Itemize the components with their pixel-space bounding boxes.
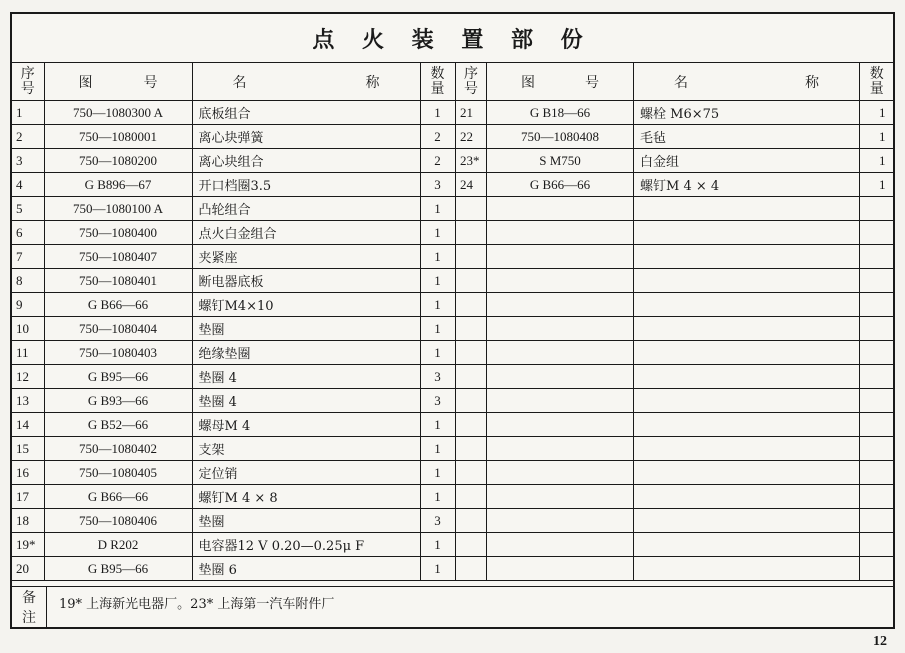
table-row — [12, 293, 455, 317]
row-number: 8 — [12, 269, 44, 293]
quantity: 3 — [420, 365, 455, 389]
table-row — [456, 149, 894, 173]
row-number: 13 — [12, 389, 44, 413]
drawing-number — [487, 269, 634, 293]
quantity — [860, 437, 894, 461]
quantity — [860, 509, 894, 533]
quantity: 1 — [420, 461, 455, 485]
row-number: 2 — [12, 125, 44, 149]
table-row — [12, 365, 455, 389]
part-name — [634, 557, 860, 581]
part-name — [634, 413, 860, 437]
row-number: 3 — [12, 149, 44, 173]
part-name: 开口档圈3.5 — [192, 173, 420, 197]
table-row — [456, 365, 894, 389]
quantity: 1 — [860, 101, 894, 125]
quantity: 3 — [420, 389, 455, 413]
table-row — [456, 269, 894, 293]
title-row — [12, 14, 893, 63]
part-name — [634, 317, 860, 341]
drawing-number: D R202 — [44, 533, 192, 557]
part-name: 定位销 — [192, 461, 420, 485]
drawing-number: 750—1080403 — [44, 341, 192, 365]
header-no: 序 号 — [456, 63, 487, 101]
row-number — [456, 293, 487, 317]
drawing-number: G B95—66 — [44, 557, 192, 581]
part-name: 夹紧座 — [192, 245, 420, 269]
table-row — [456, 413, 894, 437]
table-row — [12, 125, 455, 149]
part-name: 断电器底板 — [192, 269, 420, 293]
drawing-number — [487, 461, 634, 485]
row-number — [456, 317, 487, 341]
table-row — [456, 509, 894, 533]
row-number: 17 — [12, 485, 44, 509]
quantity: 2 — [420, 125, 455, 149]
row-number: 6 — [12, 221, 44, 245]
part-name: 垫圈 4 — [192, 389, 420, 413]
drawing-number: G B52—66 — [44, 413, 192, 437]
table-row — [12, 413, 455, 437]
table-row — [456, 557, 894, 581]
drawing-number: 750—1080407 — [44, 245, 192, 269]
table-row — [12, 389, 455, 413]
row-number: 15 — [12, 437, 44, 461]
part-name: 点火白金组合 — [192, 221, 420, 245]
part-name — [634, 509, 860, 533]
table-row — [456, 317, 894, 341]
quantity: 1 — [420, 221, 455, 245]
row-number: 20 — [12, 557, 44, 581]
quantity: 3 — [420, 173, 455, 197]
part-name — [634, 341, 860, 365]
part-name — [634, 197, 860, 221]
row-number: 18 — [12, 509, 44, 533]
header-qty: 数 量 — [420, 63, 455, 101]
row-number: 10 — [12, 317, 44, 341]
parts-table-left — [12, 62, 456, 581]
table-row — [12, 101, 455, 125]
drawing-number: G B66—66 — [487, 173, 634, 197]
page-title: 点 火 装 置 部 份 — [312, 27, 593, 53]
drawing-number: 750—1080402 — [44, 437, 192, 461]
quantity — [860, 221, 894, 245]
row-number — [456, 245, 487, 269]
part-name — [634, 221, 860, 245]
part-name: 凸轮组合 — [192, 197, 420, 221]
part-name — [634, 485, 860, 509]
row-number: 5 — [12, 197, 44, 221]
drawing-number — [487, 293, 634, 317]
row-number — [456, 389, 487, 413]
quantity: 2 — [420, 149, 455, 173]
drawing-number — [487, 413, 634, 437]
row-number: 9 — [12, 293, 44, 317]
quantity — [860, 197, 894, 221]
quantity: 1 — [420, 245, 455, 269]
row-number: 23* — [456, 149, 487, 173]
header-drawing: 图 号 — [44, 63, 192, 101]
table-header-row — [12, 63, 455, 101]
drawing-number: 750—1080100 A — [44, 197, 192, 221]
drawing-number — [487, 197, 634, 221]
table-row — [12, 269, 455, 293]
quantity — [860, 533, 894, 557]
remarks-text: 19* 上海新光电器厂。23* 上海第一汽车附件厂 — [59, 597, 335, 612]
drawing-number: G B95—66 — [44, 365, 192, 389]
quantity — [860, 413, 894, 437]
quantity: 1 — [420, 101, 455, 125]
part-name: 离心块组合 — [192, 149, 420, 173]
drawing-number — [487, 437, 634, 461]
drawing-number — [487, 533, 634, 557]
part-name: 底板组合 — [192, 101, 420, 125]
quantity: 1 — [420, 269, 455, 293]
table-row — [456, 437, 894, 461]
table-row — [12, 149, 455, 173]
part-name: 垫圈 6 — [192, 557, 420, 581]
drawing-number: S M750 — [487, 149, 634, 173]
drawing-number — [487, 245, 634, 269]
quantity — [860, 293, 894, 317]
drawing-number — [487, 389, 634, 413]
row-number — [456, 437, 487, 461]
quantity: 1 — [420, 437, 455, 461]
part-name — [634, 461, 860, 485]
part-name: 螺栓 M6×75 — [634, 101, 860, 125]
quantity — [860, 461, 894, 485]
part-name: 垫圈 — [192, 509, 420, 533]
part-name: 支架 — [192, 437, 420, 461]
table-row — [456, 245, 894, 269]
drawing-number — [487, 557, 634, 581]
quantity — [860, 269, 894, 293]
drawing-number: 750—1080400 — [44, 221, 192, 245]
part-name: 螺母M 4 — [192, 413, 420, 437]
drawing-number: G B93—66 — [44, 389, 192, 413]
row-number — [456, 557, 487, 581]
part-name — [634, 293, 860, 317]
quantity — [860, 245, 894, 269]
quantity: 1 — [860, 125, 894, 149]
part-name — [634, 389, 860, 413]
remarks-label: 备 注 — [12, 587, 47, 629]
table-row — [456, 293, 894, 317]
quantity: 1 — [420, 413, 455, 437]
page-number: 12 — [873, 634, 887, 649]
row-number — [456, 365, 487, 389]
header-qty: 数 量 — [860, 63, 894, 101]
table-row — [12, 509, 455, 533]
row-number — [456, 461, 487, 485]
drawing-number: 750—1080405 — [44, 461, 192, 485]
part-name: 离心块弹簧 — [192, 125, 420, 149]
row-number — [456, 269, 487, 293]
table-row — [456, 341, 894, 365]
row-number — [456, 413, 487, 437]
table-row — [12, 437, 455, 461]
table-row — [456, 101, 894, 125]
quantity — [860, 389, 894, 413]
drawing-number: 750—1080406 — [44, 509, 192, 533]
drawing-number: G B896—67 — [44, 173, 192, 197]
header-name: 名 称 — [192, 63, 420, 101]
drawing-number: 750—1080401 — [44, 269, 192, 293]
row-number: 24 — [456, 173, 487, 197]
drawing-number — [487, 341, 634, 365]
table-row — [456, 125, 894, 149]
header-no: 序 号 — [12, 63, 44, 101]
row-number — [456, 341, 487, 365]
row-number: 21 — [456, 101, 487, 125]
drawing-number: 750—1080200 — [44, 149, 192, 173]
table-row — [456, 533, 894, 557]
row-number: 1 — [12, 101, 44, 125]
row-number — [456, 533, 487, 557]
table-row — [12, 221, 455, 245]
part-name — [634, 269, 860, 293]
drawing-number — [487, 485, 634, 509]
row-number: 7 — [12, 245, 44, 269]
part-name — [634, 245, 860, 269]
drawing-number: 750—1080408 — [487, 125, 634, 149]
header-drawing: 图 号 — [487, 63, 634, 101]
table-row — [456, 197, 894, 221]
quantity — [860, 557, 894, 581]
quantity: 1 — [420, 341, 455, 365]
part-name: 垫圈 — [192, 317, 420, 341]
quantity: 1 — [860, 173, 894, 197]
quantity: 1 — [420, 197, 455, 221]
quantity: 1 — [420, 557, 455, 581]
drawing-number: 750—1080404 — [44, 317, 192, 341]
drawing-number: G B66—66 — [44, 293, 192, 317]
table-row — [456, 221, 894, 245]
part-name: 螺钉M4×10 — [192, 293, 420, 317]
part-name: 垫圈 4 — [192, 365, 420, 389]
drawing-number — [487, 317, 634, 341]
table-row — [12, 533, 455, 557]
row-number — [456, 509, 487, 533]
drawing-number: G B66—66 — [44, 485, 192, 509]
table-row — [12, 245, 455, 269]
quantity: 1 — [420, 293, 455, 317]
part-name: 螺钉M 4 × 8 — [192, 485, 420, 509]
row-number: 11 — [12, 341, 44, 365]
part-name: 螺钉M 4 × 4 — [634, 173, 860, 197]
table-row — [456, 173, 894, 197]
part-name: 白金组 — [634, 149, 860, 173]
quantity: 1 — [420, 317, 455, 341]
row-number — [456, 485, 487, 509]
table-row — [12, 197, 455, 221]
quantity: 1 — [420, 485, 455, 509]
row-number: 4 — [12, 173, 44, 197]
table-row — [12, 317, 455, 341]
table-row — [456, 461, 894, 485]
row-number: 19* — [12, 533, 44, 557]
table-row — [12, 485, 455, 509]
row-number — [456, 221, 487, 245]
row-number: 16 — [12, 461, 44, 485]
drawing-number: G B18—66 — [487, 101, 634, 125]
remarks-row — [12, 586, 893, 629]
quantity: 3 — [420, 509, 455, 533]
parts-table-right — [455, 62, 894, 581]
row-number: 22 — [456, 125, 487, 149]
part-name: 绝缘垫圈 — [192, 341, 420, 365]
quantity: 1 — [420, 533, 455, 557]
table-header-row — [456, 63, 894, 101]
quantity: 1 — [860, 149, 894, 173]
drawing-number — [487, 221, 634, 245]
part-name — [634, 533, 860, 557]
drawing-number: 750—1080001 — [44, 125, 192, 149]
table-row — [12, 341, 455, 365]
table-row — [12, 557, 455, 581]
part-name: 毛毡 — [634, 125, 860, 149]
quantity — [860, 317, 894, 341]
part-name: 电容器12 V 0.20—0.25μ F — [192, 533, 420, 557]
row-number — [456, 197, 487, 221]
table-row — [12, 461, 455, 485]
part-name — [634, 365, 860, 389]
row-number: 12 — [12, 365, 44, 389]
quantity — [860, 485, 894, 509]
table-row — [456, 485, 894, 509]
parts-list-page — [10, 12, 895, 629]
drawing-number: 750—1080300 A — [44, 101, 192, 125]
row-number: 14 — [12, 413, 44, 437]
table-row — [12, 173, 455, 197]
table-row — [456, 389, 894, 413]
quantity — [860, 341, 894, 365]
part-name — [634, 437, 860, 461]
header-name: 名 称 — [634, 63, 860, 101]
drawing-number — [487, 509, 634, 533]
drawing-number — [487, 365, 634, 389]
quantity — [860, 365, 894, 389]
